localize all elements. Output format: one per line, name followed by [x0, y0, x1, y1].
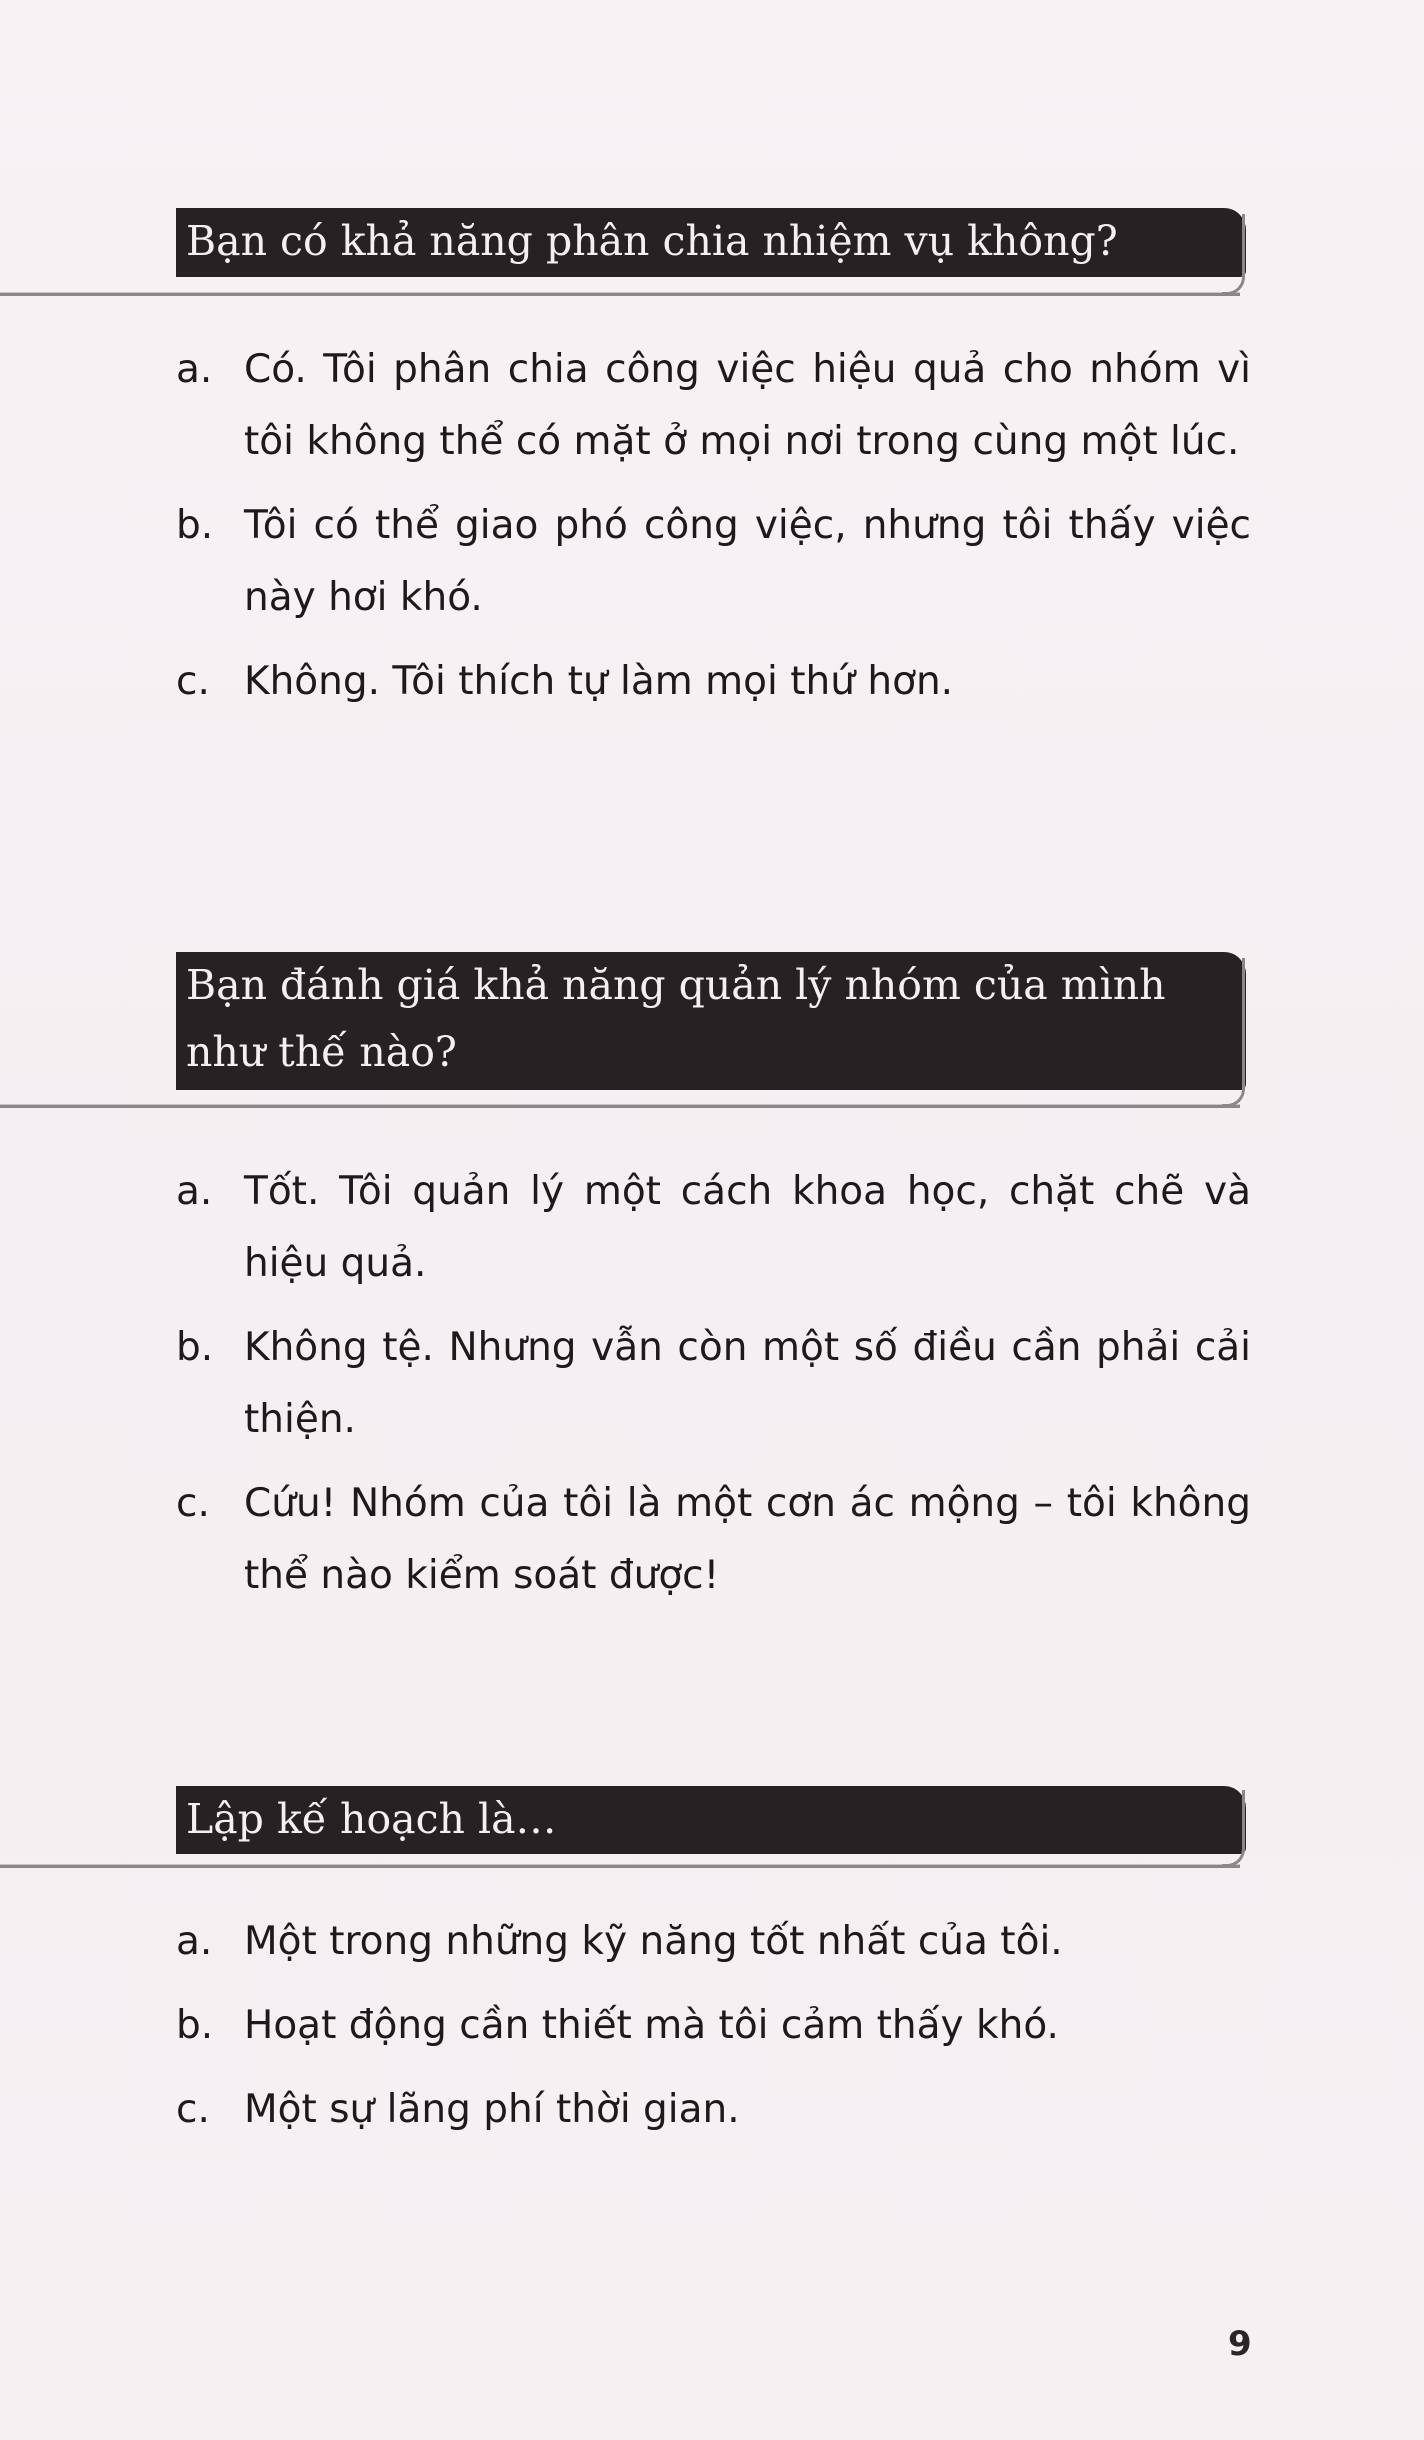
- answer-letter: b.: [176, 503, 214, 548]
- question-corner-curl: [1222, 214, 1245, 295]
- answer-text: Không tệ. Nhưng vẫn còn một số điều cần phải cải thiện.: [244, 1325, 1251, 1442]
- question-corner-curl: [1222, 958, 1245, 1107]
- answer-option: [176, 646, 1251, 718]
- answer-list-1: [176, 334, 1251, 730]
- answer-option: [176, 1468, 1251, 1612]
- question-underline: [0, 1104, 1240, 1108]
- answer-option: [176, 1156, 1251, 1300]
- question-title: Bạn có khả năng phân chia nhiệm vụ không?: [176, 208, 1246, 277]
- answer-text: Hoạt động cần thiết mà tôi cảm thấy khó.: [244, 2003, 1059, 2048]
- question-underline: [0, 1864, 1240, 1868]
- answer-option: [176, 1906, 1251, 1978]
- answer-letter: a.: [176, 1169, 213, 1214]
- answer-text: Một sự lãng phí thời gian.: [244, 2087, 740, 2132]
- answer-text: Không. Tôi thích tự làm mọi thứ hơn.: [244, 659, 954, 704]
- answer-letter: c.: [176, 659, 210, 704]
- answer-option: [176, 334, 1251, 478]
- answer-letter: a.: [176, 1919, 213, 1964]
- question-underline: [0, 292, 1240, 296]
- question-corner-curl: [1222, 1790, 1245, 1867]
- answer-letter: c.: [176, 2087, 210, 2132]
- answer-text: Một trong những kỹ năng tốt nhất của tôi.: [244, 1919, 1063, 1964]
- answer-option: [176, 1312, 1251, 1456]
- answer-letter: b.: [176, 1325, 214, 1370]
- answer-list-3: [176, 1906, 1251, 2158]
- answer-option: [176, 490, 1251, 634]
- answer-text: Tốt. Tôi quản lý một cách khoa học, chặt chẽ và hiệu quả.: [244, 1169, 1251, 1286]
- answer-list-2: [176, 1156, 1251, 1624]
- answer-letter: c.: [176, 1481, 210, 1526]
- answer-option: [176, 1990, 1251, 2062]
- question-title: Lập kế hoạch là…: [176, 1786, 1246, 1854]
- answer-text: Tôi có thể giao phó công việc, nhưng tôi thấy việc này hơi khó.: [244, 503, 1251, 620]
- answer-text: Có. Tôi phân chia công việc hiệu quả cho nhóm vì tôi không thể có mặt ở mọi nơi trong cùng một lúc.: [244, 347, 1251, 464]
- answer-text: Cứu! Nhóm của tôi là một cơn ác mộng – tôi không thể nào kiểm soát được!: [244, 1481, 1251, 1598]
- answer-option: [176, 2074, 1251, 2146]
- answer-letter: b.: [176, 2003, 214, 2048]
- question-title: Bạn đánh giá khả năng quản lý nhóm của mình như thế nào?: [176, 952, 1246, 1090]
- answer-letter: a.: [176, 347, 213, 392]
- page-number: 9: [1228, 2324, 1252, 2364]
